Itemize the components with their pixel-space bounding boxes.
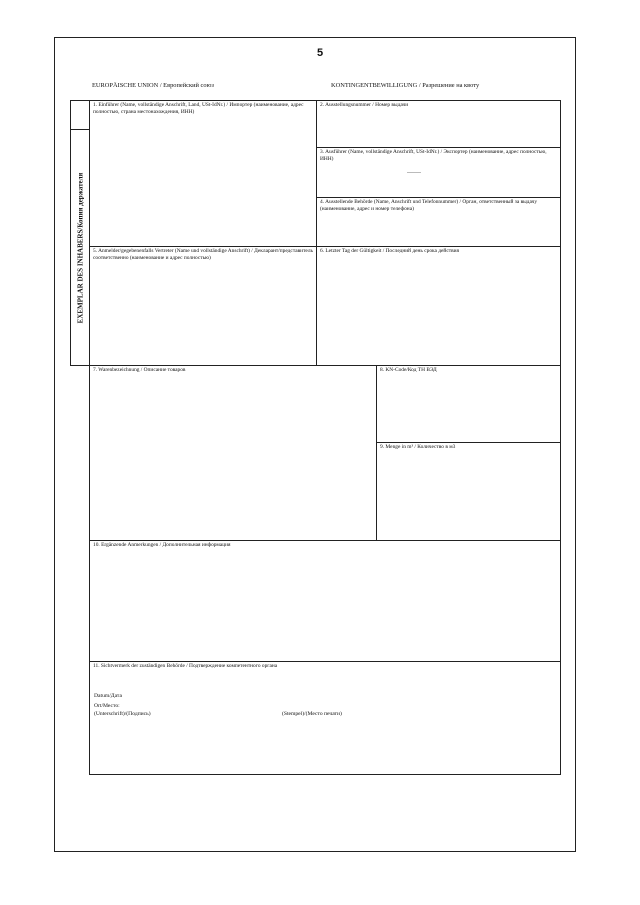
field-5-label: 5. Anmelder/gegebenenfalls Vertreter (Name und vollständige Anschrift) / Декларант/представитель соответственно (наименование и адрес полностью) [93,248,313,261]
side-box-holder-copy [70,129,90,366]
field-4-label: 4. Ausstellende Behörde (Name, Anschrift und Telefonnummer) / Орган, ответственный за выдачу (наименование, адрес и номер телефона) [320,199,538,212]
field-9-quantity[interactable] [376,442,561,541]
field-1-label: 1. Einführer (Name, vollständige Anschrift, Land, USt-IdNr.) / Импортер (наименование, адрес полностью, страна местонахождения, ИНН) [93,102,304,115]
field-8-cn-code[interactable] [376,365,561,443]
field-11-label: 11. Sichtvermerk der zuständigen Behörde / Подтверждение компетентного органа [93,663,278,669]
field-3-mark [407,172,421,173]
stamp-label: (Stempel)/(Место печати) [282,711,342,717]
field-1-importer[interactable] [89,100,317,247]
field-10-label: 10. Ergänzende Anmerkungen / Дополнительная информация [93,542,231,548]
date-label: Datum/Дата [94,693,122,699]
field-10-additional-info[interactable] [89,540,561,662]
field-6-label: 6. Letzter Tag der Gültigkeit / Последний день срока действия [320,248,459,254]
side-box-top [70,100,90,130]
field-9-label: 9. Menge in m³ / Количество в м3 [380,444,456,450]
header-union: EUROPÄISCHE UNION / Европейский союз [92,82,214,89]
license-form [70,100,561,775]
field-3-exporter[interactable] [316,147,561,198]
signature-label: (Unterschrift)/(Подпись) [94,711,151,717]
page-number: 5 [316,47,324,59]
field-3-label: 3. Ausführer (Name, vollständige Anschrift, USt-IdNr.) / Экспортер (наименование, адрес полностью, ИНН) [320,149,547,162]
holder-copy-label: EXEMPLAR DES INHABERS/Копия держателя [76,172,84,323]
field-8-label: 8. KN-Code/Код ТН ВЭД [380,367,437,373]
field-2-label: 2. Ausstellungsnummer / Номер выдачи [320,102,409,108]
field-7-goods-description[interactable] [89,365,377,541]
header-license-type: KONTINGENTBEWILLIGUNG / Разрешение на квоту [331,82,480,89]
place-label: Ort/Место: [94,703,120,709]
field-5-declarant[interactable] [89,246,317,366]
field-7-label: 7. Warenbezeichnung / Описание товаров [93,367,186,373]
field-4-issuing-authority[interactable] [316,197,561,247]
field-6-validity-date[interactable] [316,246,561,366]
field-2-issue-number[interactable] [316,100,561,148]
field-11-authority-endorsement[interactable] [89,661,561,775]
